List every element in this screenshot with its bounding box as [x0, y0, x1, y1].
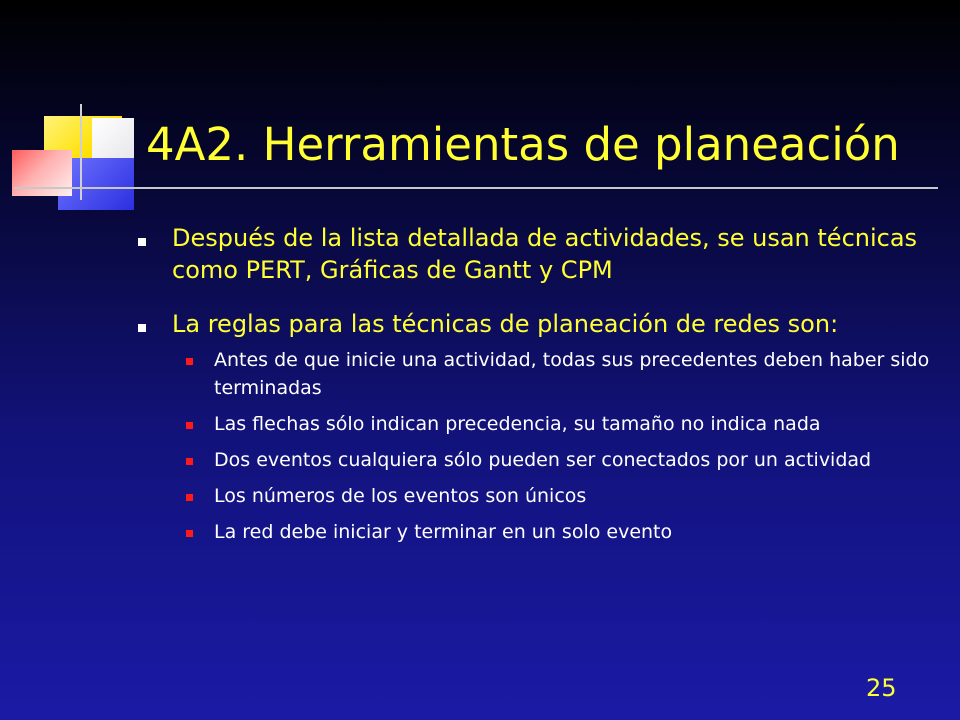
decor-red-square — [12, 150, 72, 196]
sub-bullet-text: Los números de los eventos son únicos — [214, 485, 587, 507]
slide-title: 4A2. Herramientas de planeación — [146, 118, 900, 171]
bullet-item — [132, 222, 932, 286]
sub-bullet-item — [132, 446, 932, 474]
sub-bullet-text: Antes de que inicie una actividad, todas sus precedentes deben haber sido terminadas — [214, 349, 930, 399]
bullet-square-icon — [138, 324, 146, 332]
bullet-list — [132, 222, 932, 546]
bullet-text: La reglas para las técnicas de planeación de redes son: — [172, 310, 839, 338]
sub-bullet-item — [132, 346, 932, 402]
sub-bullet-text: Las flechas sólo indican precedencia, su tamaño no indica nada — [214, 413, 821, 435]
sub-bullet-square-icon — [186, 530, 193, 537]
sub-bullet-item — [132, 482, 932, 510]
bullet-text: Después de la lista detallada de actividades, se usan técnicas como PERT, Gráficas de Gantt y CPM — [172, 224, 918, 284]
sub-bullet-text: La red debe iniciar y terminar en un solo evento — [214, 521, 673, 543]
title-underline — [14, 187, 938, 189]
sub-bullet-item — [132, 518, 932, 546]
sub-bullet-square-icon — [186, 494, 193, 501]
sub-bullet-square-icon — [186, 458, 193, 465]
sub-bullet-text: Dos eventos cualquiera sólo pueden ser conectados por un actividad — [214, 449, 872, 471]
sub-bullet-square-icon — [186, 358, 193, 365]
bullet-square-icon — [138, 238, 146, 246]
page-number: 25 — [866, 674, 897, 702]
sub-bullet-item — [132, 410, 932, 438]
decor-vertical-line — [80, 104, 82, 200]
sub-bullet-square-icon — [186, 422, 193, 429]
bullet-item — [132, 308, 932, 340]
